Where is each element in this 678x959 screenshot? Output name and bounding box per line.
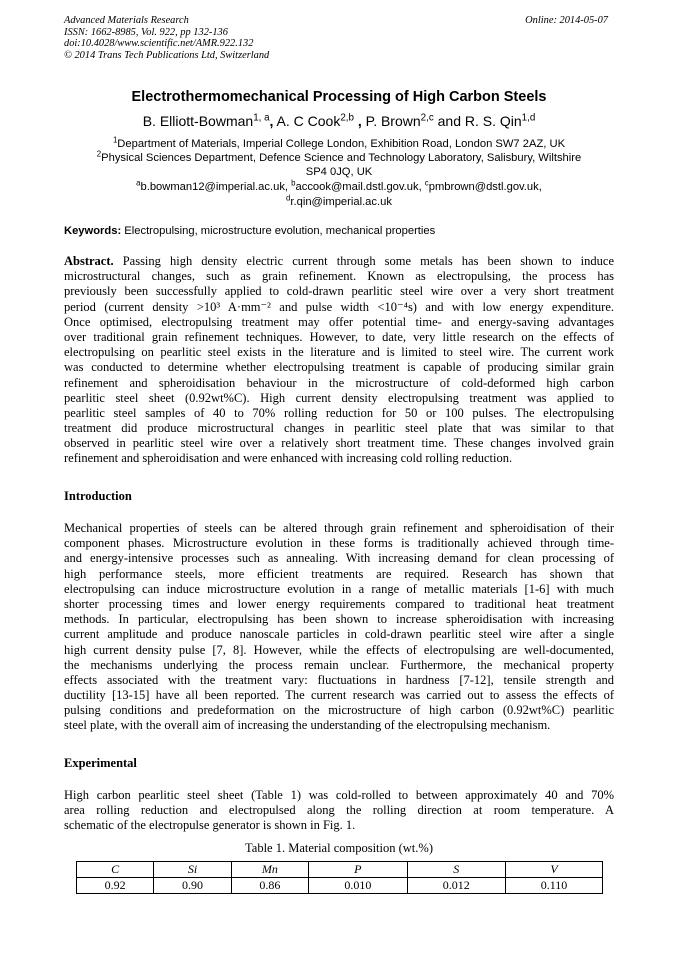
introduction-line: high performance steels, more efficient treatments are required. Research has shown that — [64, 566, 614, 581]
table-row — [77, 878, 603, 894]
experimental-text — [64, 788, 614, 834]
abstract-line: treatment did produce microstructural changes in pearlitic steel plate that was similar to that — [64, 421, 614, 436]
author-name: P. Brown — [365, 113, 421, 129]
table-cell: 0.90 — [154, 878, 231, 894]
author-name: R. S. Qin — [464, 113, 522, 129]
section-heading-introduction: Introduction — [64, 489, 132, 503]
table-cell: 0.86 — [231, 878, 308, 894]
author-separator: , — [357, 113, 362, 129]
email-mark: a — [136, 178, 141, 188]
abstract-line: period (current density >10³ A·mm⁻² and pulse width <10⁻⁴s) and with low energy expenditure. — [64, 299, 614, 314]
abstract-line: refinement and spheroidisation behaviour in the microstructure of cold-deformed high carbon — [64, 375, 614, 390]
abstract-line: electropulsing on pearlitic steel exists in the literature and is limited to steel wire. The current work — [64, 345, 614, 360]
introduction-line: methods. In particular, electropulsing has been shown to increase spheroidisation with increasing — [64, 612, 614, 627]
table-header-cell: V — [506, 862, 603, 878]
journal-issn: ISSN: 1662-8985, Vol. 922, pp 132-136 — [64, 26, 228, 38]
abstract-line: pearlitic steel sheet (0.92wt%C). High current density electropulsing treatment was applied to — [64, 390, 614, 405]
abstract-line: microstructural changes, such as grain refinement. Known as electropulsing, the process has — [64, 269, 614, 284]
author-separator: , — [269, 113, 274, 129]
affiliation — [0, 151, 678, 165]
abstract-line: pearlitic steel samples of 40 to 70% rolling reduction for 50 or 100 pulses. The electropulsing — [64, 405, 614, 420]
journal-header — [64, 15, 269, 61]
abstract — [64, 254, 614, 467]
author-name: A. C Cook — [276, 113, 341, 129]
journal-name: Advanced Materials Research — [64, 15, 189, 26]
table-header-cell: C — [77, 862, 154, 878]
abstract-line-text: Passing high density electric current through some metals has been shown to induce — [113, 254, 614, 268]
introduction-line: electropulsing can induce microstructure evolution in a range of metallic materials [1-6] with much — [64, 581, 614, 596]
composition-table — [76, 861, 603, 894]
email: pmbrown@dstl.gov.uk, — [428, 181, 542, 193]
experimental-line: area rolling reduction and electropulsed along the rolling direction at room temperature. A — [64, 803, 614, 818]
table-header-cell: Mn — [231, 862, 308, 878]
table-header-row — [77, 862, 603, 878]
introduction-text — [64, 521, 614, 734]
affiliation — [0, 165, 678, 179]
affiliation-text: Physical Sciences Department, Defence Science and Technology Laboratory, Salisbury, Wiltshire — [101, 152, 582, 164]
keywords — [64, 225, 435, 237]
introduction-line: component phases. Microstructure evolution in these forms is traditionally achieved through time- — [64, 536, 614, 551]
email-mark: c — [424, 178, 429, 188]
affiliation-text: SP4 0JQ, UK — [305, 166, 373, 178]
table-header-cell: Si — [154, 862, 231, 878]
introduction-line: pulsing conditions and predeformation on the microstructure of high carbon (0.92wt%C) pearlitic — [64, 703, 614, 718]
table-cell: 0.110 — [506, 878, 603, 894]
email-mark: b — [291, 178, 296, 188]
abstract-line: previously been successfully applied to cold-drawn pearlitic steel wire over a very short treatment — [64, 284, 614, 299]
introduction-line: steel plate, with the overall aim of increasing the understanding of the electropulsing mechanism. — [64, 718, 551, 733]
abstract-label: Abstract. — [64, 254, 114, 268]
author-name: B. Elliott-Bowman — [142, 113, 254, 129]
introduction-line: shorter processing times and lower energy requirements compared to traditional heat treatment — [64, 596, 614, 611]
abstract-line: refinement and spheroidisation and were enhanced with increasing cold rolling reduction. — [64, 451, 513, 466]
affiliation-mark: 1 — [112, 135, 118, 145]
email: b.bowman12@imperial.ac.uk, — [140, 181, 292, 193]
table-cell: 0.92 — [77, 878, 154, 894]
email-list — [0, 180, 678, 194]
introduction-line: Mechanical properties of steels can be altered through grain refinement and spheroidisation of their — [64, 521, 614, 535]
introduction-line: current amplitude and produce nanoscale particles in cold-drawn pearlitic steel wire after a single — [64, 627, 614, 642]
affiliation — [0, 137, 678, 151]
abstract-line: observed in pearlitic steel wire over a relatively short treatment time. These changes involved grain — [64, 436, 614, 451]
journal-doi: doi:10.4028/www.scientific.net/AMR.922.132 — [64, 38, 254, 50]
author-separator: and — [437, 113, 461, 129]
abstract-line — [64, 254, 614, 269]
author-affiliation-mark: 1,d — [521, 112, 536, 124]
abstract-line: was conducted to determine whether electropulsing treatment is capable of producing similar grain — [64, 360, 614, 375]
abstract-line: Once optimised, electropulsing treatment may offer potential time- and energy-saving advantages — [64, 314, 614, 329]
online-date: Online: 2014-05-07 — [525, 15, 608, 26]
introduction-line: and energy-intensive processes such as annealing. With increasing demand for clean processing of — [64, 551, 614, 566]
author-list — [0, 113, 678, 129]
introduction-line: ductility [13-15] have all been reported. The current research was carried out to assess the effects of — [64, 688, 614, 703]
email-list — [0, 195, 678, 209]
table-cell: 0.010 — [309, 878, 407, 894]
email: r.qin@imperial.ac.uk — [290, 196, 392, 208]
table-caption: Table 1. Material composition (wt.%) — [245, 841, 433, 855]
journal-copyright: © 2014 Trans Tech Publications Ltd, Switzerland — [64, 49, 270, 61]
introduction-line: the mechanisms underlying the process remain unclear. Furthermore, the mechanical property — [64, 657, 614, 672]
table-header-cell: P — [309, 862, 407, 878]
abstract-line: over traditional grain refinement techniques. However, to date, very little research on the effects of — [64, 329, 614, 344]
experimental-line: High carbon pearlitic steel sheet (Table 1) was cold-rolled to between approximately 40 and 70% — [64, 788, 614, 802]
email-mark: d — [286, 193, 291, 203]
table-header-cell: S — [407, 862, 505, 878]
email: accook@mail.dstl.gov.uk, — [295, 181, 425, 193]
affiliation-text: Department of Materials, Imperial College London, Exhibition Road, London SW7 2AZ, UK — [117, 138, 566, 150]
keywords-text: Electropulsing, microstructure evolution, mechanical properties — [121, 225, 436, 237]
author-affiliation-mark: 2,c — [420, 112, 434, 124]
paper-title: Electrothermomechanical Processing of High Carbon Steels — [131, 89, 547, 105]
table-cell: 0.012 — [407, 878, 505, 894]
introduction-line: high current density pulse [7, 8]. However, while the effects of electropulsing are well-documented, — [64, 642, 614, 657]
section-heading-experimental: Experimental — [64, 756, 137, 770]
keywords-label: Keywords: — [64, 225, 122, 237]
introduction-line: effects associated with the treatment vary: fluctuations in hardness [7-12], tensile strength and — [64, 672, 614, 687]
author-affiliation-mark: 2,b — [340, 112, 354, 124]
author-affiliation-mark: 1, a — [253, 112, 270, 124]
affiliation-mark: 2 — [96, 149, 102, 159]
experimental-line: schematic of the electropulse generator is shown in Fig. 1. — [64, 818, 356, 833]
